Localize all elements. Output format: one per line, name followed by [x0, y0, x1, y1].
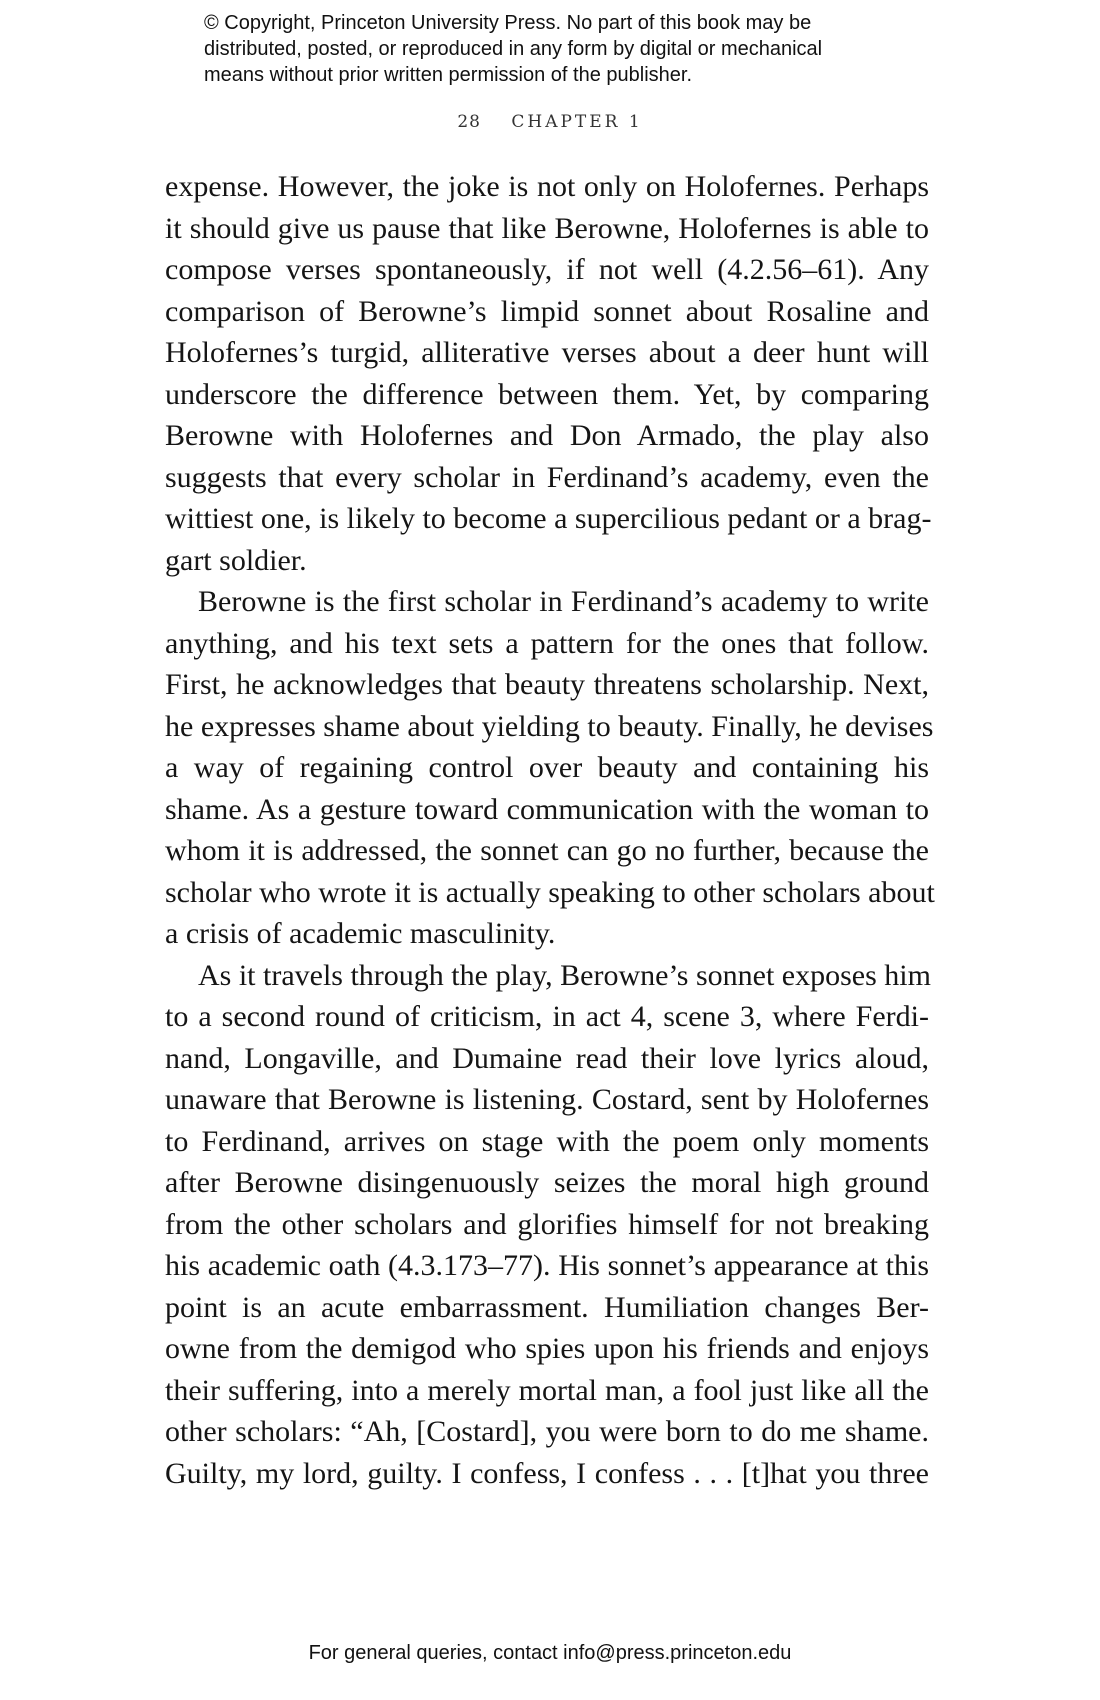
text-line: Berowne is the first scholar in Ferdinand’s academy to write — [198, 585, 929, 618]
body-text — [165, 166, 935, 1494]
text-line: to Ferdinand, arrives on stage with the poem only moments — [165, 1124, 929, 1158]
text-line: it should give us pause that like Berowne, Holofernes is able to — [165, 211, 929, 245]
text-line: a crisis of academic masculinity. — [165, 917, 556, 950]
text-line: wittiest one, is likely to become a supercilious pedant or a brag- — [165, 502, 932, 535]
text-line: anything, and his text sets a pattern for the ones that follow. — [165, 626, 929, 660]
text-line: suggests that every scholar in Ferdinand’s academy, even the — [165, 460, 929, 494]
text-line: owne from the demigod who spies upon his friends and enjoys — [165, 1332, 929, 1365]
text-line: their suffering, into a merely mortal man, a fool just like all the — [165, 1373, 929, 1407]
text-line: underscore the difference between them. Yet, by comparing — [165, 377, 929, 411]
text-line: other scholars: “Ah, [Costard], you were born to do me shame. — [165, 1415, 929, 1448]
text-line: after Berowne disingenuously seizes the moral high ground — [165, 1166, 929, 1199]
text-line: scholar who wrote it is actually speaking to other scholars about — [165, 875, 935, 909]
paragraph — [165, 166, 932, 581]
copyright-line: © Copyright, Princeton University Press. No part of this book may be — [204, 12, 812, 34]
footer-contact: For general queries, contact info@press.princeton.edu — [308, 1642, 792, 1664]
paragraph — [165, 955, 929, 1495]
text-line: from the other scholars and glorifies himself for not breaking — [165, 1207, 929, 1241]
text-line: nand, Longaville, and Dumaine read their love lyrics aloud, — [165, 1041, 929, 1075]
text-line: gart soldier. — [165, 543, 307, 577]
copyright-line: distributed, posted, or reproduced in any form by digital or mechanical — [204, 38, 823, 60]
text-line: shame. As a gesture toward communication with the woman to — [165, 792, 929, 826]
chapter-label: CHAPTER 1 — [511, 112, 643, 132]
copyright-line: means without prior written permission of the publisher. — [204, 64, 693, 86]
text-line: As it travels through the play, Berowne’s sonnet exposes him — [198, 958, 931, 992]
text-line: unaware that Berowne is listening. Costard, sent by Holofernes — [165, 1083, 929, 1116]
text-line: a way of regaining control over beauty and containing his — [165, 751, 929, 784]
text-line: he expresses shame about yielding to beauty. Finally, he devises — [165, 709, 934, 743]
text-line: First, he acknowledges that beauty threatens scholarship. Next, — [165, 668, 929, 701]
text-line: Holofernes’s turgid, alliterative verses about a deer hunt will — [165, 336, 929, 369]
text-line: Berowne with Holofernes and Don Armado, the play also — [165, 419, 929, 452]
text-line: his academic oath (4.3.173–77). His sonnet’s appearance at this — [165, 1249, 929, 1282]
text-line: to a second round of criticism, in act 4, scene 3, where Ferdi- — [165, 1000, 929, 1033]
text-line: point is an acute embarrassment. Humiliation changes Ber- — [165, 1290, 929, 1324]
paragraph — [165, 581, 935, 955]
text-line: expense. However, the joke is not only on Holofernes. Perhaps — [165, 170, 929, 203]
page-number: 28 — [457, 112, 481, 132]
running-head — [0, 112, 1100, 132]
text-line: comparison of Berowne’s limpid sonnet about Rosaline and — [165, 294, 929, 328]
text-line: compose verses spontaneously, if not well (4.2.56–61). Any — [165, 253, 929, 286]
copyright-notice — [204, 10, 964, 88]
text-line: Guilty, my lord, guilty. I confess, I confess . . . [t]hat you three — [165, 1456, 929, 1490]
text-line: whom it is addressed, the sonnet can go no further, because the — [165, 834, 929, 867]
